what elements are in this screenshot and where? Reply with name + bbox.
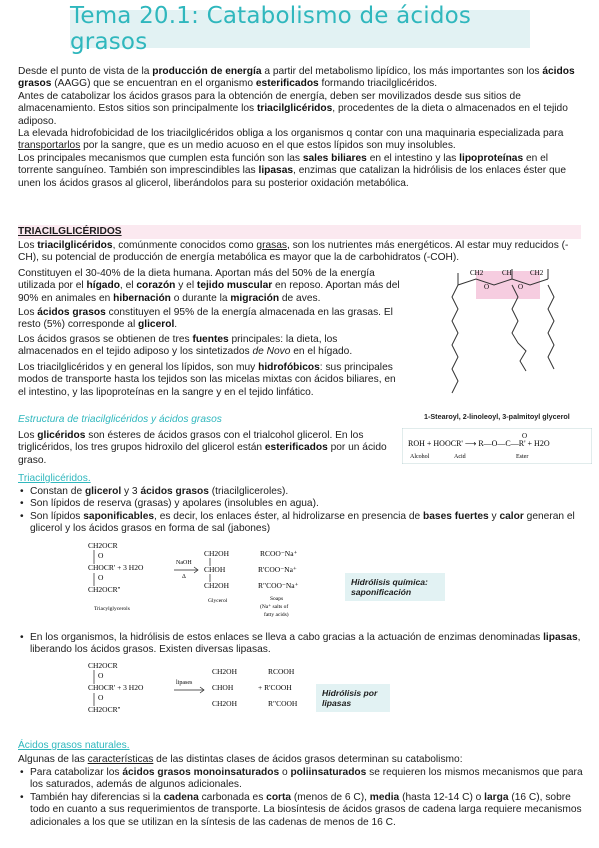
- ester-equation: [402, 428, 592, 464]
- list-item: • Para catabolizar los ácidos grasos monoinsaturados o poliinsaturados se requieren los mismos mecanismos que para los saturados, además de algunos adicionales.: [30, 767, 585, 792]
- tag-paragraph-3: Los ácidos grasos constituyen el 95% de la energía almacenada en las grasas. El resto (5%) corresponde al glicerol.: [18, 307, 393, 331]
- intro-paragraph-2: Antes de catabolizar los ácidos grasos para la obtención de energía, deben ser movilizados desde sus sitios de almacenamiento. Estos sitios son principalmente los triacilglicéridos, procedentes de la dieta o almacenados en el tejido adiposo.: [18, 91, 568, 127]
- triacilgliceridos-subheading: Triacilglicéridos.: [18, 473, 91, 484]
- list-item: • Son lípidos saponificables, es decir, los enlaces éster, al hidrolizarse en presencia de bases fuertes y calor generan el glicerol y los ácidos grasos en forma de sal (jabones): [30, 511, 585, 536]
- svg-text:CH2OH: CH2OH: [212, 667, 238, 676]
- svg-text:CH2OCR: CH2OCR: [88, 661, 118, 670]
- svg-text:CH2OCR'': CH2OCR'': [88, 585, 121, 594]
- svg-text:RCOO⁻Na⁺: RCOO⁻Na⁺: [260, 549, 298, 558]
- badge-lipasas: Hidrólisis por lipasas: [316, 684, 390, 712]
- svg-text:RCOOH: RCOOH: [268, 667, 295, 676]
- lipase-reaction: [88, 660, 308, 726]
- chain-3: [548, 285, 554, 369]
- svg-text:(Na⁺ salts of: (Na⁺ salts of: [260, 604, 289, 610]
- list-item: • En los organismos, la hidrólisis de estos enlaces se lleva a cabo gracias a la actuación de enzimas denominadas lipasas, liberando los ácidos grasos. Existen diversas lipasas.: [30, 632, 585, 657]
- svg-text:O: O: [522, 432, 528, 440]
- svg-text:CHOCR' + 3 H2O: CHOCR' + 3 H2O: [88, 683, 144, 692]
- ester-label-ester: Ester: [516, 454, 529, 460]
- triglyceride-structure-figure: [418, 265, 588, 405]
- tag-paragraph-1: Los triacilglicéridos, comúnmente conocidos como grasas, son los nutrientes más energéticos. Al estar muy reducidos (-CH), su potencial de producción de energía metabólica es mayor que la de carbohidratos (-COH).: [18, 240, 569, 264]
- ester-label-acid: Acid: [454, 454, 466, 460]
- section-heading-triacilgliceridos: TRIACILGLICÉRIDOS: [18, 225, 581, 239]
- svg-text:R"COO⁻Na⁺: R"COO⁻Na⁺: [258, 581, 299, 590]
- triacilgliceridos-bullets: [18, 486, 585, 536]
- intro-paragraph-1: Desde el punto de vista de la producción de energía a partir del metabolismo lipídico, los más importantes son los ácidos grasos (AAGG) que se encuentran en el organismo esterificados formando triacilglicéridos.: [18, 66, 575, 90]
- svg-text:R"COOH: R"COOH: [268, 699, 298, 708]
- svg-text:+ R'COOH: + R'COOH: [258, 683, 292, 692]
- ester-label-alcohol: Alcohol: [410, 454, 430, 460]
- chain-1: [452, 285, 458, 393]
- svg-text:O: O: [518, 283, 524, 291]
- svg-text:CH2: CH2: [530, 269, 544, 277]
- svg-text:CH2: CH2: [470, 269, 484, 277]
- svg-text:O: O: [484, 283, 490, 291]
- svg-text:Δ: Δ: [182, 574, 186, 580]
- naturales-bullets: [18, 767, 585, 829]
- naturales-intro: Algunas de las características de las distintas clases de ácidos grasos determinan su catabolismo:: [18, 754, 463, 765]
- intro-paragraph-3: La elevada hidrofobicidad de los triacilglicéridos obliga a los organismos q contar con una maquinaria especializada para transportarlos por la sangre, que es un medio acuoso en el que estos lípidos son muy insolubles.: [18, 128, 564, 152]
- tag-paragraph-4: Los ácidos grasos se obtienen de tres fuentes principales: la dieta, los almacenados en el tejido adiposo y los sintetizados de Novo en el hígado.: [18, 334, 353, 358]
- title-banner: [70, 3, 530, 55]
- list-item: • Constan de glicerol y 3 ácidos grasos (triacilgliceroles).: [30, 486, 585, 498]
- svg-text:lipases: lipases: [176, 680, 193, 686]
- svg-text:CH: CH: [502, 269, 512, 277]
- svg-text:R'COO⁻Na⁺: R'COO⁻Na⁺: [258, 565, 297, 574]
- svg-text:O: O: [98, 573, 104, 582]
- list-item: • También hay diferencias si la cadena carbonada es corta (menos de 6 C), media (hasta 12-14 C) o larga (16 C), sobre todo en cuanto a sus requerimientos de transporte. La biosíntesis de ácidos grasos de cadena larga requiere mecanismos adicionales a los que se utilizan en la síntesis de las cadenas de menos de 16 C.: [30, 792, 585, 829]
- estructura-paragraph: Los glicéridos son ésteres de ácidos grasos con el trialcohol glicerol. En los triglicéridos, los tres grupos hidroxilo del glicerol están esterificados por un ácido graso.: [18, 430, 387, 466]
- svg-text:O: O: [98, 551, 104, 560]
- page-title: Tema 20.1: Catabolismo de ácidos grasos: [70, 3, 472, 55]
- naturales-heading: Ácidos grasos naturales.: [18, 740, 130, 751]
- saponification-reaction: [88, 540, 338, 624]
- list-item: • Son lípidos de reserva (grasas) y apolares (insolubles en agua).: [30, 498, 585, 510]
- svg-text:O: O: [98, 693, 104, 702]
- svg-text:CH2OCR'': CH2OCR'': [88, 705, 121, 714]
- svg-text:Triacylglycerols: Triacylglycerols: [94, 606, 130, 612]
- svg-text:CHOCR' + 3 H2O: CHOCR' + 3 H2O: [88, 563, 144, 572]
- svg-text:Soaps: Soaps: [270, 596, 284, 602]
- svg-text:fatty acids): fatty acids): [264, 612, 289, 618]
- tag-paragraph-2: Constituyen el 30-40% de la dieta humana. Aportan más del 50% de la energía utilizada por el hígado, el corazón y el tejido muscular en reposo. Aportan más del 90% en animales en hibernación o durante la migración de aves.: [18, 268, 400, 304]
- svg-text:CH2OCR: CH2OCR: [88, 541, 118, 550]
- intro-paragraph-4: Los principales mecanismos que cumplen esta función son las sales biliares en el intestino y las lipoproteínas en el torrente sanguíneo. También son imprescindibles las lipasas, enzimas que catalizan la hidrólisis de los enlaces éster que unen los ácidos grasos al glicerol, liberándolos para su posterior oxidación metabólica.: [18, 153, 566, 189]
- lipasas-bullet: [18, 632, 585, 657]
- figure-caption: 1-Stearoyl, 2-linoleoyl, 3-palmitoyl glycerol: [424, 412, 570, 421]
- svg-text:O: O: [98, 671, 104, 680]
- svg-text:CHOH: CHOH: [204, 565, 226, 574]
- badge-saponificacion: Hidrólisis química: saponificación: [345, 573, 445, 601]
- tag-paragraph-5: Los triacilglicéridos y en general los lípidos, son muy hidrofóbicos: sus principales modos de transporte hasta los tejidos son las micelas mixtas con ácidos biliares, en el intestino, y las lipoproteínas en la sangre y en el tejido linfático.: [18, 362, 396, 398]
- svg-text:CH2OH: CH2OH: [204, 581, 230, 590]
- svg-text:CH2OH: CH2OH: [204, 549, 230, 558]
- svg-text:NaOH: NaOH: [176, 560, 192, 566]
- svg-text:CH2OH: CH2OH: [212, 699, 238, 708]
- svg-text:Glycerol: Glycerol: [208, 598, 228, 604]
- estructura-heading: Estructura de triacilglicéridos y ácidos grasos: [18, 414, 222, 425]
- svg-text:CHOH: CHOH: [212, 683, 234, 692]
- ester-equation-text: ROH + HOOCR' ⟶ R—O—C—R' + H2O: [408, 439, 550, 448]
